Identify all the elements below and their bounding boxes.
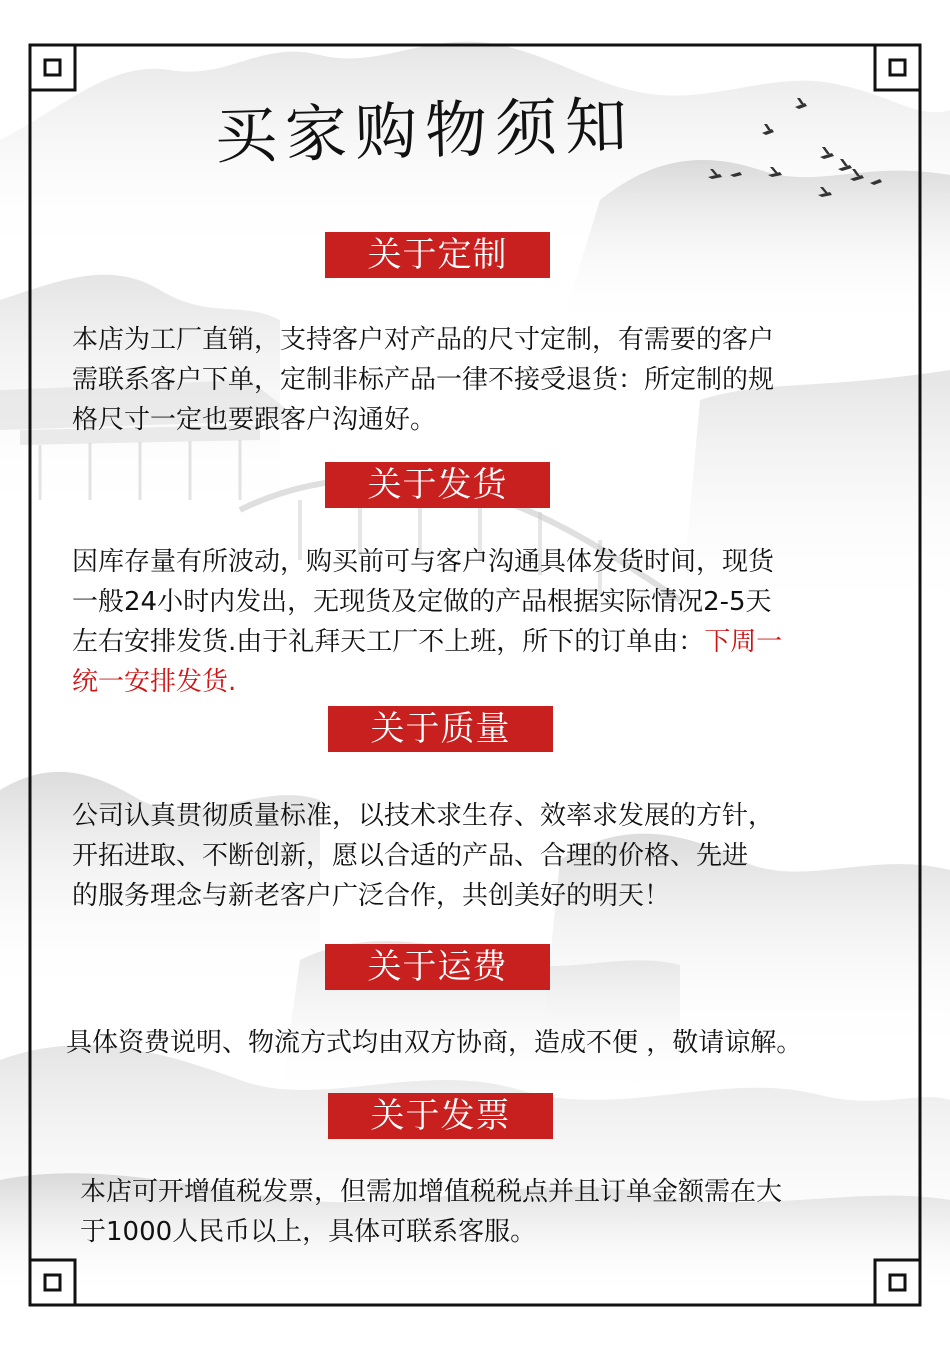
body-line: 本店可开增值税发票，但需加增值税税点并且订单金额需在大 [80, 1177, 783, 1207]
body-line: 一般24小时内发出，无现货及定做的产品根据实际情况2-5天 [72, 587, 772, 617]
section-body-shipping-fee [66, 1023, 916, 1063]
body-line: 本店为工厂直销，支持客户对产品的尺寸定制，有需要的客户 [72, 325, 775, 355]
body-line: 格尺寸一定也要跟客户沟通好。 [72, 405, 437, 435]
section-heading-quality: 关于质量 [328, 706, 553, 752]
section-heading-shipping-fee: 关于运费 [325, 944, 550, 990]
body-line: 具体资费说明、物流方式均由双方协商，造成不便 ，敬请谅解。 [66, 1028, 803, 1058]
highlight-line: 统一安排发货. [72, 667, 237, 697]
body-line: 需联系客户下单，定制非标产品一律不接受退货：所定制的规 [72, 365, 775, 395]
flying-geese-icon [700, 95, 900, 215]
section-body-customization [72, 320, 902, 440]
section-body-shipping [72, 542, 902, 702]
body-line: 因库存量有所波动，购买前可与客户沟通具体发货时间，现货 [72, 547, 775, 577]
highlight-text: 下周一 [704, 627, 783, 657]
body-line: 于1000人民币以上，具体可联系客服。 [80, 1217, 537, 1247]
body-line: 公司认真贯彻质量标准，以技术求生存、效率求发展的方针， [72, 801, 775, 831]
section-heading-customization: 关于定制 [325, 232, 550, 278]
body-line-text: 左右安排发货.由于礼拜天工厂不上班，所下的订单由： [72, 627, 705, 657]
body-line: 开拓进取、不断创新，愿以合适的产品、合理的价格、先进 [72, 841, 749, 871]
body-line-with-highlight [72, 622, 902, 662]
section-body-invoice [80, 1172, 910, 1252]
section-heading-invoice: 关于发票 [328, 1093, 553, 1139]
section-body-quality [72, 796, 902, 916]
section-heading-shipping: 关于发货 [325, 462, 550, 508]
body-line: 的服务理念与新老客户广泛合作，共创美好的明天！ [72, 881, 671, 911]
page-title: 买家购物须知 [214, 88, 636, 173]
